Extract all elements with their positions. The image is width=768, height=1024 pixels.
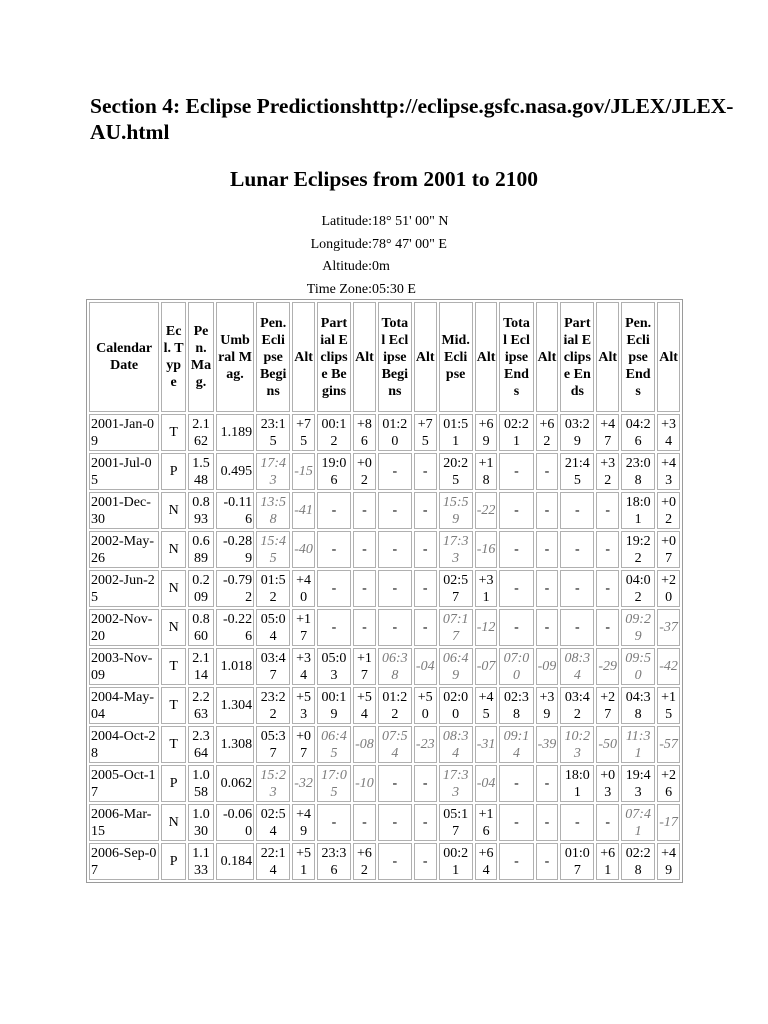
table-cell: 0.184: [216, 843, 254, 880]
table-cell: -39: [536, 726, 559, 763]
table-cell: 00:21: [439, 843, 473, 880]
table-cell: 07:54: [378, 726, 412, 763]
table-cell: -17: [657, 804, 680, 841]
table-cell: -: [536, 453, 559, 490]
column-header: Umbral Mag.: [216, 302, 254, 412]
table-cell: 01:22: [378, 687, 412, 724]
table-cell: -: [378, 765, 412, 802]
table-cell: -: [499, 843, 533, 880]
section-heading: Section 4: Eclipse Predictionshttp://eclipse.gsfc.nasa.gov/JLEX/JLEX-AU.html: [90, 94, 734, 144]
table-cell: -16: [475, 531, 498, 568]
table-cell: -: [414, 804, 437, 841]
table-cell: -: [317, 492, 351, 529]
table-cell: T: [161, 648, 186, 685]
table-cell: -: [560, 570, 594, 607]
table-cell: -07: [475, 648, 498, 685]
table-cell: -22: [475, 492, 498, 529]
table-cell: 13:58: [256, 492, 290, 529]
table-cell: N: [161, 531, 186, 568]
altitude-label: Altitude:: [322, 259, 372, 274]
date-cell: 2005-Oct-17: [89, 765, 159, 802]
table-cell: 17:43: [256, 453, 290, 490]
table-cell: -29: [596, 648, 619, 685]
longitude-row: [0, 234, 768, 257]
column-header: Partial Eclipse Ends: [560, 302, 594, 412]
table-cell: +75: [292, 414, 315, 451]
table-cell: 2.263: [188, 687, 214, 724]
table-cell: +62: [536, 414, 559, 451]
table-cell: +34: [292, 648, 315, 685]
table-cell: 1.133: [188, 843, 214, 880]
column-header: Ecl. Type: [161, 302, 186, 412]
table-cell: 05:37: [256, 726, 290, 763]
table-cell: 05:17: [439, 804, 473, 841]
table-cell: 0.209: [188, 570, 214, 607]
table-cell: 09:50: [621, 648, 655, 685]
table-cell: 1.548: [188, 453, 214, 490]
table-cell: -: [499, 609, 533, 646]
table-cell: 15:23: [256, 765, 290, 802]
table-cell: +54: [353, 687, 376, 724]
table-cell: 19:06: [317, 453, 351, 490]
table-cell: -: [353, 804, 376, 841]
table-cell: +31: [475, 570, 498, 607]
table-cell: +61: [596, 843, 619, 880]
date-cell: 2002-May-26: [89, 531, 159, 568]
table-row: [89, 492, 680, 529]
table-cell: +03: [596, 765, 619, 802]
table-cell: 07:00: [499, 648, 533, 685]
table-cell: 04:02: [621, 570, 655, 607]
table-cell: 19:43: [621, 765, 655, 802]
table-cell: -: [596, 531, 619, 568]
table-cell: -: [353, 570, 376, 607]
table-row: [89, 843, 680, 880]
table-cell: -: [536, 843, 559, 880]
table-row: [89, 570, 680, 607]
table-cell: 1.304: [216, 687, 254, 724]
table-cell: -: [414, 492, 437, 529]
table-cell: -: [536, 765, 559, 802]
table-cell: +02: [353, 453, 376, 490]
table-cell: -: [499, 765, 533, 802]
table-cell: +49: [657, 843, 680, 880]
table-cell: +39: [536, 687, 559, 724]
column-header: Total Eclipse Begins: [378, 302, 412, 412]
table-cell: -: [378, 453, 412, 490]
table-cell: +53: [292, 687, 315, 724]
table-cell: +45: [475, 687, 498, 724]
table-cell: -15: [292, 453, 315, 490]
table-cell: 09:14: [499, 726, 533, 763]
table-cell: 02:57: [439, 570, 473, 607]
date-cell: 2004-Oct-28: [89, 726, 159, 763]
date-cell: 2002-Nov-20: [89, 609, 159, 646]
table-cell: -12: [475, 609, 498, 646]
table-cell: 01:20: [378, 414, 412, 451]
table-cell: -23: [414, 726, 437, 763]
table-cell: 00:19: [317, 687, 351, 724]
table-cell: -: [414, 570, 437, 607]
table-cell: 15:59: [439, 492, 473, 529]
table-cell: +20: [657, 570, 680, 607]
table-cell: 20:25: [439, 453, 473, 490]
column-header: Alt: [475, 302, 498, 412]
table-cell: -32: [292, 765, 315, 802]
table-cell: -: [353, 492, 376, 529]
table-cell: 03:42: [560, 687, 594, 724]
table-cell: 06:45: [317, 726, 351, 763]
table-cell: 02:21: [499, 414, 533, 451]
table-cell: +51: [292, 843, 315, 880]
table-cell: 11:31: [621, 726, 655, 763]
table-cell: P: [161, 453, 186, 490]
table-cell: +49: [292, 804, 315, 841]
table-cell: 01:52: [256, 570, 290, 607]
date-cell: 2002-Jun-25: [89, 570, 159, 607]
column-header: Mid. Eclipse: [439, 302, 473, 412]
column-header: Alt: [292, 302, 315, 412]
table-cell: -: [536, 609, 559, 646]
table-cell: -08: [353, 726, 376, 763]
table-cell: T: [161, 687, 186, 724]
latitude-value: 18° 51' 00" N: [372, 214, 449, 229]
table-cell: 0.689: [188, 531, 214, 568]
table-cell: -31: [475, 726, 498, 763]
table-cell: -: [378, 843, 412, 880]
table-cell: -: [414, 531, 437, 568]
table-row: [89, 414, 680, 451]
table-cell: -: [536, 492, 559, 529]
table-cell: +07: [292, 726, 315, 763]
timezone-value: 05:30 E: [372, 281, 416, 297]
table-cell: 2.114: [188, 648, 214, 685]
timezone-label: Time Zone:: [306, 281, 372, 297]
table-cell: P: [161, 765, 186, 802]
table-cell: N: [161, 492, 186, 529]
table-cell: -: [317, 804, 351, 841]
table-cell: 02:00: [439, 687, 473, 724]
table-cell: 0.062: [216, 765, 254, 802]
table-cell: -: [596, 492, 619, 529]
table-cell: -0.792: [216, 570, 254, 607]
table-cell: -: [378, 804, 412, 841]
table-cell: 23:08: [621, 453, 655, 490]
table-cell: -: [353, 531, 376, 568]
table-cell: -: [378, 570, 412, 607]
altitude-row: [0, 256, 768, 279]
column-header: Partial Eclipse Begins: [317, 302, 351, 412]
table-cell: 10:23: [560, 726, 594, 763]
table-header-row: [89, 302, 680, 412]
table-cell: 02:54: [256, 804, 290, 841]
table-cell: -: [317, 609, 351, 646]
table-cell: 06:38: [378, 648, 412, 685]
table-cell: 07:41: [621, 804, 655, 841]
table-cell: -: [378, 531, 412, 568]
table-row: [89, 531, 680, 568]
eclipse-table: [86, 299, 683, 883]
table-cell: 18:01: [560, 765, 594, 802]
table-cell: +40: [292, 570, 315, 607]
table-cell: -0.060: [216, 804, 254, 841]
table-cell: +02: [657, 492, 680, 529]
table-cell: 22:14: [256, 843, 290, 880]
table-cell: -: [414, 453, 437, 490]
table-cell: +64: [475, 843, 498, 880]
column-header: Alt: [596, 302, 619, 412]
table-cell: -50: [596, 726, 619, 763]
table-cell: -: [596, 609, 619, 646]
table-cell: 21:45: [560, 453, 594, 490]
table-cell: -: [378, 609, 412, 646]
table-cell: -04: [414, 648, 437, 685]
table-cell: -: [560, 492, 594, 529]
table-cell: 19:22: [621, 531, 655, 568]
table-cell: 05:04: [256, 609, 290, 646]
table-cell: 1.018: [216, 648, 254, 685]
table-cell: -: [414, 765, 437, 802]
table-cell: 0.893: [188, 492, 214, 529]
table-cell: 02:28: [621, 843, 655, 880]
table-row: [89, 765, 680, 802]
table-cell: +86: [353, 414, 376, 451]
date-cell: 2001-Jan-09: [89, 414, 159, 451]
longitude-value: 78° 47' 00" E: [372, 236, 447, 252]
table-cell: -10: [353, 765, 376, 802]
table-cell: -09: [536, 648, 559, 685]
table-cell: -: [536, 531, 559, 568]
table-cell: 08:34: [560, 648, 594, 685]
table-cell: -0.116: [216, 492, 254, 529]
table-cell: 04:26: [621, 414, 655, 451]
table-cell: 2.162: [188, 414, 214, 451]
table-cell: 17:05: [317, 765, 351, 802]
table-cell: 09:29: [621, 609, 655, 646]
table-cell: +47: [596, 414, 619, 451]
table-cell: -: [317, 570, 351, 607]
table-cell: 17:33: [439, 765, 473, 802]
table-cell: 01:51: [439, 414, 473, 451]
table-cell: -: [499, 492, 533, 529]
table-cell: 23:22: [256, 687, 290, 724]
table-cell: 23:15: [256, 414, 290, 451]
table-body: [89, 414, 680, 880]
column-header: Pen. Mag.: [188, 302, 214, 412]
table-cell: +17: [353, 648, 376, 685]
table-cell: -: [536, 570, 559, 607]
table-cell: 05:03: [317, 648, 351, 685]
table-cell: 00:12: [317, 414, 351, 451]
table-cell: -: [414, 843, 437, 880]
table-cell: N: [161, 609, 186, 646]
table-cell: P: [161, 843, 186, 880]
column-header: Alt: [414, 302, 437, 412]
longitude-label: Longitude:: [310, 236, 372, 252]
column-header: Alt: [536, 302, 559, 412]
date-cell: 2004-May-04: [89, 687, 159, 724]
date-cell: 2003-Nov-09: [89, 648, 159, 685]
date-cell: 2001-Jul-05: [89, 453, 159, 490]
table-cell: T: [161, 726, 186, 763]
table-row: [89, 687, 680, 724]
table-cell: N: [161, 570, 186, 607]
date-cell: 2006-Sep-07: [89, 843, 159, 880]
table-row: [89, 453, 680, 490]
table-cell: +18: [475, 453, 498, 490]
table-cell: 1.030: [188, 804, 214, 841]
table-cell: +16: [475, 804, 498, 841]
table-cell: +15: [657, 687, 680, 724]
table-row: [89, 609, 680, 646]
table-cell: 06:49: [439, 648, 473, 685]
table-cell: 04:38: [621, 687, 655, 724]
table-cell: +26: [657, 765, 680, 802]
table-cell: 17:33: [439, 531, 473, 568]
column-header: Pen. Eclipse Ends: [621, 302, 655, 412]
table-row: [89, 648, 680, 685]
table-cell: 07:17: [439, 609, 473, 646]
table-cell: -: [536, 804, 559, 841]
table-cell: 1.308: [216, 726, 254, 763]
table-cell: -0.289: [216, 531, 254, 568]
table-cell: -: [353, 609, 376, 646]
table-cell: -0.226: [216, 609, 254, 646]
table-cell: -41: [292, 492, 315, 529]
column-header: Alt: [353, 302, 376, 412]
timezone-row: [0, 279, 768, 302]
table-cell: 18:01: [621, 492, 655, 529]
table-cell: -: [499, 570, 533, 607]
table-cell: 1.058: [188, 765, 214, 802]
table-cell: -04: [475, 765, 498, 802]
date-cell: 2006-Mar-15: [89, 804, 159, 841]
table-cell: N: [161, 804, 186, 841]
table-row: [89, 804, 680, 841]
table-cell: -42: [657, 648, 680, 685]
table-cell: -: [378, 492, 412, 529]
page-title: Lunar Eclipses from 2001 to 2100: [230, 167, 538, 191]
table-cell: -40: [292, 531, 315, 568]
table-cell: 08:34: [439, 726, 473, 763]
table-cell: 23:36: [317, 843, 351, 880]
table-cell: 0.495: [216, 453, 254, 490]
table-cell: 01:07: [560, 843, 594, 880]
altitude-value: 0m: [372, 259, 390, 274]
table-cell: 03:47: [256, 648, 290, 685]
table-cell: 03:29: [560, 414, 594, 451]
table-cell: -: [414, 609, 437, 646]
column-header: Pen. Eclipse Begins: [256, 302, 290, 412]
table-cell: +34: [657, 414, 680, 451]
table-cell: -: [560, 609, 594, 646]
column-header: Alt: [657, 302, 680, 412]
table-cell: 02:38: [499, 687, 533, 724]
column-header: Total Eclipse Ends: [499, 302, 533, 412]
table-cell: -: [499, 804, 533, 841]
location-info: [0, 211, 768, 301]
table-cell: T: [161, 414, 186, 451]
table-cell: -: [560, 804, 594, 841]
table-cell: -: [596, 804, 619, 841]
column-header: Calendar Date: [89, 302, 159, 412]
table-cell: -: [560, 531, 594, 568]
table-cell: +50: [414, 687, 437, 724]
table-cell: +32: [596, 453, 619, 490]
table-cell: -: [499, 531, 533, 568]
table-cell: +17: [292, 609, 315, 646]
table-cell: -: [596, 570, 619, 607]
table-cell: -: [499, 453, 533, 490]
table-cell: +62: [353, 843, 376, 880]
date-cell: 2001-Dec-30: [89, 492, 159, 529]
table-row: [89, 726, 680, 763]
table-cell: 1.189: [216, 414, 254, 451]
table-cell: 2.364: [188, 726, 214, 763]
table-cell: +69: [475, 414, 498, 451]
table-cell: +07: [657, 531, 680, 568]
table-cell: -: [317, 531, 351, 568]
table-cell: +75: [414, 414, 437, 451]
latitude-row: [0, 211, 768, 234]
latitude-label: Latitude:: [321, 214, 372, 229]
table-cell: -57: [657, 726, 680, 763]
table-cell: -37: [657, 609, 680, 646]
table-cell: +27: [596, 687, 619, 724]
table-cell: 15:45: [256, 531, 290, 568]
table-cell: 0.860: [188, 609, 214, 646]
table-cell: +43: [657, 453, 680, 490]
